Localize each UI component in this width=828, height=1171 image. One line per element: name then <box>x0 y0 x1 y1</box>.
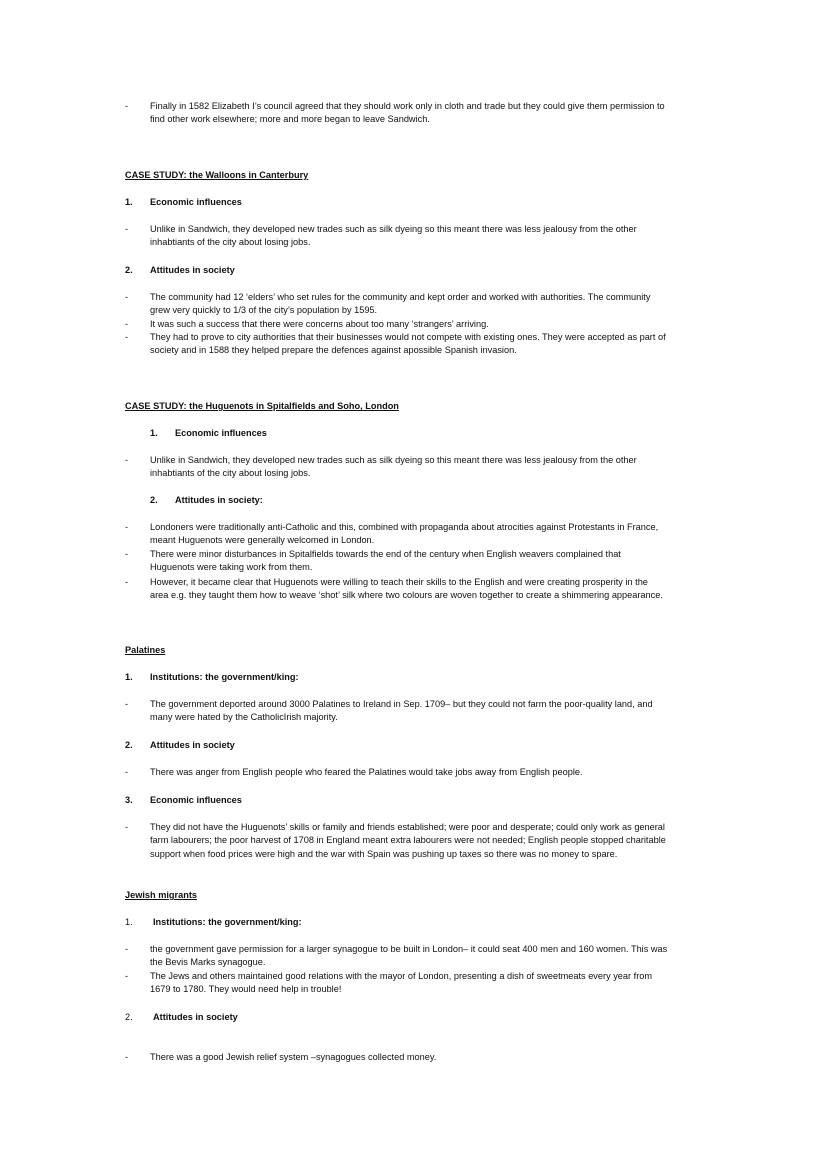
bullet-marker: - <box>125 1052 129 1062</box>
bullet-text: It was such a success that there were concerns about too many ‘strangers’ arriving. <box>150 319 489 329</box>
bullet-text: Londoners were traditionally anti-Catholic and this, combined with propaganda about atrocities against Protestants in France, meant Huguenots were generally welcomed in London. <box>150 522 659 546</box>
bullet-text: Unlike in Sandwich, they developed new trades such as silk dyeing so this meant there was less jealousy from the other inhabtiants of the city about losing jobs. <box>150 455 637 479</box>
section-heading-jewish: Jewish migrants <box>125 890 197 900</box>
bullet-marker: - <box>125 822 129 832</box>
bullet-marker: - <box>125 767 129 777</box>
bullet-marker: - <box>125 101 129 111</box>
bullet-text: The government deported around 3000 Palatines to Ireland in Sep. 1709– but they could not farm the poor-quality land, and many were hated by the CatholicIrish majority. <box>150 699 653 723</box>
bullet-text: The community had 12 ‘elders’ who set rules for the community and kept order and worked with authorities. The community grew very quickly to 1/3 of the city’s population by 1595. <box>150 292 651 316</box>
bullet-text: They did not have the Huguenots’ skills or family and friends established; were poor and desperate; could only work as general farm labourers; the poor harvest of 1708 in England meant extra labourers were not needed; English people stopped charitable support when food prices were high and the war with Spain was pushing up taxes so there was no money to spare. <box>150 822 666 859</box>
bullet-text: There was anger from English people who feared the Palatines would take jobs away from English people. <box>150 767 583 777</box>
bullet-marker: - <box>125 455 129 465</box>
section-heading-huguenots: CASE STUDY: the Huguenots in Spitalfields and Soho, London <box>125 401 399 411</box>
bullet-marker: - <box>125 292 129 302</box>
bullet-text: Unlike in Sandwich, they developed new trades such as silk dyeing so this meant there was less jealousy from the other inhabtiants of the city about losing jobs. <box>150 224 637 248</box>
bullet-marker: - <box>125 224 129 234</box>
bullet-marker: - <box>125 549 129 559</box>
bullet-marker: - <box>125 944 129 954</box>
document-page: - Finally in 1582 Elizabeth I’s council agreed that they should work only in cloth and trade but they could give them permission to find other work elsewhere; more and more began to leave Sandwich. CASE STUDY: the Walloons in Canterbury 1. Economic influences - Unlike in Sandwich, they developed new trades such as silk dyeing so this meant there was less jealousy from the other inhabtiants of the city about losing jobs. 2. Attitudes in society - The community had 12 ‘elders’ who set rules for the community and kept order and worked with authorities. The community grew very quickly to 1/3 of the city’s population by 1595. - It was such a success that there were concerns about too many ‘strangers’ arriving. - They had to prove to city authorities that their businesses would not compete with existing ones. They were accepted as part of society and in 1588 they helped prepare the defences against apossible Spanish invasion. CASE STUDY: the Huguenots in Spitalfields and Soho, London 1. Economic influences - Unlike in Sandwich, they developed new trades such as silk dyeing so this meant there was less jealousy from the other inhabtiants of the city about losing jobs. 2. Attitudes in society: - Londoners were traditionally anti-Catholic and this, combined with propaganda about atrocities against Protestants in France, meant Huguenots were generally welcomed in London. - There were minor disturbances in Spitalfields towards the end of the century when English weavers complained that Huguenots were taking work from them. - However, it became clear that Huguenots were willing to teach their skills to the English and were creating prosperity in the area e.g. they taught them how to weave ‘shot’ silk where two colours are woven together to create a shimmering appearance. Palatines 1. Institutions: the government/king: - The government deported around 3000 Palatines to Ireland in Sep. 1709– but they could not farm the poor-quality land, and many were hated by the CatholicIrish majority. 2. Attitudes in society - There was anger from English people who feared the Palatines would take jobs away from English people. 3. Economic influences - They did not have the Huguenots’ skills or family and friends established; were poor and desperate; could only work as general farm labourers; the poor harvest of 1708 in England meant extra labourers were not needed; English people stopped charitable support when food prices were high and the war with Spain was pushing up taxes so there was no money to spare. Jewish migrants 1. Institutions: the government/king: - the government gave permission for a larger synagogue to be built in London– it could seat 400 men and 160 women. This was the Bevis Marks synagogue. - The Jews and others maintained good relations with the mayor of London, presenting a dish of sweetmeats every year from 1679 to 1780. They would need help in trouble! 2. Attitudes in society - There was a good Jewish relief system –synagogues collected money. <box>0 0 828 1171</box>
bullet-marker: - <box>125 522 129 532</box>
bullet-marker: - <box>125 577 129 587</box>
bullet-text: They had to prove to city authorities that their businesses would not compete with existing ones. They were accepted as part of society and in 1588 they helped prepare the defences against apossible Spanish invasion. <box>150 332 666 356</box>
bullet-text: The Jews and others maintained good relations with the mayor of London, presenting a dish of sweetmeats every year from 1679 to 1780. They would need help in trouble! <box>150 971 653 995</box>
bullet-text: Finally in 1582 Elizabeth I’s council agreed that they should work only in cloth and trade but they could give them permission to find other work elsewhere; more and more began to leave Sandwich. <box>150 101 665 125</box>
bullet-text: There were minor disturbances in Spitalfields towards the end of the century when English weavers complained that Huguenots were taking work from them. <box>150 549 621 573</box>
bullet-marker: - <box>125 319 129 329</box>
bullet-text: There was a good Jewish relief system –synagogues collected money. <box>150 1052 437 1062</box>
section-heading-walloons: CASE STUDY: the Walloons in Canterbury <box>125 170 309 180</box>
bullet-marker: - <box>125 332 129 342</box>
bullet-marker: - <box>125 971 129 981</box>
bullet-text: the government gave permission for a larger synagogue to be built in London– it could seat 400 men and 160 women. This was the Bevis Marks synagogue. <box>150 944 668 968</box>
section-heading-palatines: Palatines <box>125 645 166 655</box>
bullet-text: However, it became clear that Huguenots were willing to teach their skills to the English and were creating prosperity in the area e.g. they taught them how to weave ‘shot’ silk where two colours are woven together to create a shimmering appearance. <box>150 577 663 601</box>
bullet-marker: - <box>125 699 129 709</box>
